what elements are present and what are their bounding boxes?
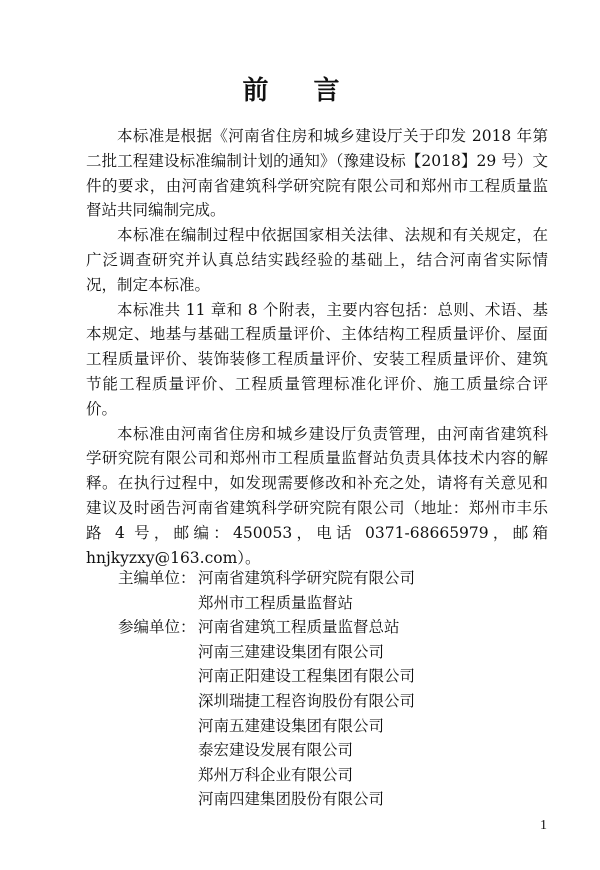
participant-row (118, 615, 415, 812)
page-number: 1 (540, 818, 547, 833)
drafting-units (118, 566, 415, 812)
participant-unit: 河南五建建设集团有限公司 (198, 716, 385, 735)
paragraph-basis: 本标准是根据《河南省住房和城乡建设厅关于印发 2018 年第二批工程建设标准编制计划的通知》（豫建设标【2018】29 号）文件的要求，由河南省建筑科学研究院有限公司和郑州市工程质量监督站共同编制完成。 (86, 127, 548, 220)
chief-editor-list (198, 566, 415, 615)
chief-editor-row (118, 566, 415, 615)
participant-list (198, 615, 415, 812)
participant-unit: 河南三建建设集团有限公司 (198, 642, 385, 661)
participant-unit: 河南省建筑工程质量监督总站 (198, 618, 400, 637)
participant-unit: 郑州万科企业有限公司 (198, 765, 354, 784)
participant-unit: 河南正阳建设工程集团有限公司 (198, 667, 416, 686)
preface-body (86, 124, 548, 570)
paragraph-management: 本标准由河南省住房和城乡建设厅负责管理，由河南省建筑科学研究院有限公司和郑州市工程质量监督站负责具体技术内容的解释。在执行过程中，如发现需要修改和补充之处，请将有关意见和建议及时函告河南省建筑科学研究院有限公司（地址：郑州市丰乐路 4 号，邮编：450053，电话 0371-68665979，邮箱 hnjkyzxy@163.com）。 (86, 424, 548, 567)
participant-unit: 河南四建集团股份有限公司 (198, 790, 385, 809)
paragraph-contents: 本标准共 11 章和 8 个附表，主要内容包括：总则、术语、基本规定、地基与基础工程质量评价、主体结构工程质量评价、屋面工程质量评价、装饰装修工程质量评价、安装工程质量评价、建筑节能工程质量评价、工程质量管理标准化评价、施工质量综合评价。 (86, 300, 548, 418)
participant-label: 参编单位： (118, 618, 196, 637)
paragraph-process: 本标准在编制过程中依据国家相关法律、法规和有关规定，在广泛调查研究并认真总结实践经验的基础上，结合河南省实际情况，制定本标准。 (86, 226, 548, 294)
chief-editor-label: 主编单位： (118, 569, 196, 587)
participant-unit: 泰宏建设发展有限公司 (198, 741, 354, 760)
chief-editor-unit: 郑州市工程质量监督站 (198, 593, 354, 612)
chief-editor-unit: 河南省建筑科学研究院有限公司 (198, 569, 416, 587)
participant-unit: 深圳瑞捷工程咨询股份有限公司 (198, 691, 416, 710)
page-title: 前 言 (242, 76, 358, 106)
